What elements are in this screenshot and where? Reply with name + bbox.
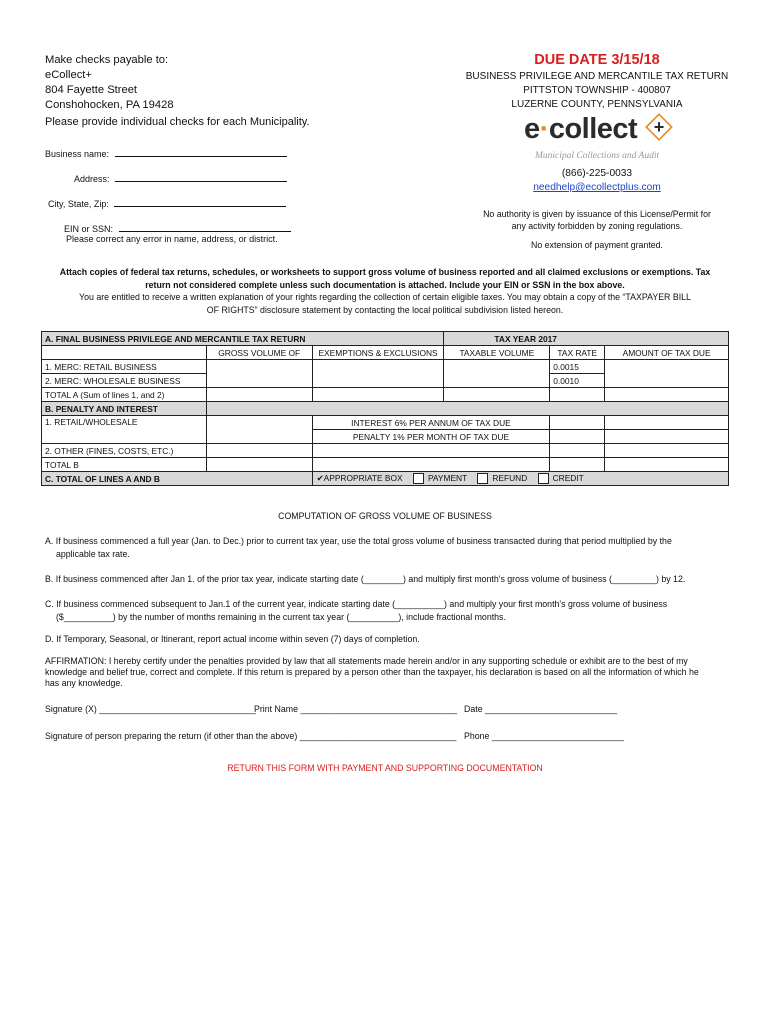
ein-ssn-label: EIN or SSN: [64,224,114,234]
tax-rate-header: TAX RATE [550,346,605,360]
credit-label: CREDIT [552,473,584,483]
payee-city: Conshohocken, PA 19428 [45,99,174,111]
penalty-gross-cell[interactable] [206,416,312,444]
date-field[interactable]: Date ___________________________ [464,704,618,714]
ein-ssn-field[interactable] [119,221,291,232]
print-name-field[interactable]: Print Name ________________________________ [254,704,457,714]
taxable-volume-header: TAXABLE VOLUME [444,346,550,360]
total-a-c2[interactable] [206,388,312,402]
computation-b: B. If business commenced after Jan 1. of the prior tax year, indicate starting date (________) and multiply first month's gross volume of business (_________) by 12. [45,574,686,584]
interest-amount[interactable] [605,416,729,430]
email-link[interactable]: needhelp@ecollectplus.com [533,182,661,193]
wholesale-tax-rate: 0.0010 [550,374,605,388]
section-a-title: A. FINAL BUSINESS PRIVILEGE AND MERCANTILE TAX RETURN [42,332,444,346]
tax-year: TAX YEAR 2017 [444,332,729,346]
total-a-c4[interactable] [444,388,550,402]
return-title-block [452,70,742,112]
computation-c-line-1: C. If business commenced subsequent to Jan.1 of the current year, indicate starting date (__________) and multiply your first month's gross volume of business [45,599,668,609]
affirmation-line-3: has any knowledge. [45,678,123,688]
wholesale-business-label: 2. MERC: WHOLESALE BUSINESS [42,374,207,388]
amount-due-input[interactable] [605,360,729,388]
exemptions-input[interactable] [312,360,444,388]
city-state-zip-field[interactable] [114,196,286,207]
other-c5[interactable] [550,444,605,458]
business-name-label: Business name: [45,149,110,159]
retail-wholesale-row [42,416,729,430]
computation-d: D. If Temporary, Seasonal, or Itinerant, report actual income within seven (7) days of completion. [45,634,420,644]
refund-checkbox[interactable] [477,473,488,484]
attach-line-1: Attach copies of federal tax returns, schedules, or worksheets to support gross volume of business reported and all claimed exclusions or exemptions. Tax [59,267,711,277]
other-fines-label: 2. OTHER (FINES, COSTS, ETC.) [42,444,207,458]
due-date: DUE DATE 3/15/18 [534,52,660,68]
correct-errors-note: Please correct any error in name, address, or district. [66,234,278,244]
computation-a [45,535,735,560]
computation-c [45,598,745,623]
county: LUZERNE COUNTY, PENNSYLVANIA [511,99,683,110]
signature-field[interactable]: Signature (X) ________________________________ [45,704,256,714]
column-header-row [42,346,729,360]
appropriate-box-label: APPROPRIATE BOX [323,473,403,483]
retail-business-label: 1. MERC: RETAIL BUSINESS [42,360,207,374]
payment-label: PAYMENT [427,473,468,483]
section-b-blank [206,402,728,416]
ein-ssn-row [64,221,291,234]
city-state-zip-row [48,196,286,209]
computation-title: COMPUTATION OF GROSS VOLUME OF BUSINESS [278,511,492,521]
total-b-c5[interactable] [550,458,605,472]
credit-checkbox[interactable] [538,473,549,484]
city-state-zip-label: City, State, Zip: [48,199,109,209]
business-name-row [45,146,287,159]
section-c-row [42,472,729,486]
business-name-field[interactable] [115,146,287,157]
penalty-label: PENALTY 1% PER MONTH OF TAX DUE [312,430,550,444]
computation-a-line-2: applicable tax rate. [56,548,130,559]
no-extension-notice: No extension of payment granted. [530,240,664,250]
ecollect-logo [524,113,637,146]
preparer-signature-field[interactable]: Signature of person preparing the return (if other than the above) ________________________________ [45,731,457,741]
logo-tagline: Municipal Collections and Audit [535,151,660,161]
email-wrap [452,181,742,195]
total-a-c5[interactable] [550,388,605,402]
total-a-label: TOTAL A (Sum of lines 1, and 2) [42,388,207,402]
total-a-c3[interactable] [312,388,444,402]
rights-line-2: OF RIGHTS” disclosure statement by contacting the local political subdivision listed hereon. [206,304,564,315]
exemptions-header: EXEMPTIONS & EXCLUSIONS [312,346,444,360]
phone-number: (866)-225-0033 [561,168,633,179]
section-b-title: B. PENALTY AND INTEREST [42,402,207,416]
return-instructions: RETURN THIS FORM WITH PAYMENT AND SUPPORTING DOCUMENTATION [227,763,543,773]
payee-name: eCollect+ [45,69,92,81]
phone-field[interactable]: Phone ___________________________ [464,731,624,741]
affirmation-line-1: AFFIRMATION: I hereby certify under the penalties provided by law that all statements made herein and/or in any supporting schedule or exhibit are to the best of my [45,656,688,666]
gross-volume-input[interactable] [206,360,312,388]
check-mark-icon: ✔ [316,473,324,483]
affirmation [45,656,735,689]
logo-plus: + [653,117,665,137]
total-b-amount[interactable] [605,458,729,472]
return-title: BUSINESS PRIVILEGE AND MERCANTILE TAX RETURN [465,71,729,82]
penalty-amount[interactable] [605,430,729,444]
authority-notice [452,208,742,232]
amount-due-header: AMOUNT OF TAX DUE [605,346,729,360]
other-fines-row [42,444,729,458]
rights-line-1: You are entitled to receive a written explanation of your rights regarding the collection of certain eligible taxes. You may obtain a copy of the “TAXPAYER BILL [79,292,691,302]
other-c3[interactable] [312,444,550,458]
logo-e: e [524,113,540,145]
section-a-header-row [42,332,729,346]
affirmation-line-2: knowledge and belief true, correct and complete. If this return is prepared by a person other than the taxpayer, his declaration is based on all the information of which he [45,667,699,677]
total-b-label: TOTAL B [42,458,207,472]
pay-to-heading: Make checks payable to: [45,54,169,66]
other-amount[interactable] [605,444,729,458]
logo-collect: collect [548,113,638,145]
retail-wholesale-label: 1. RETAIL/WHOLESALE [42,416,207,444]
total-b-row [42,458,729,472]
interest-rate-cell[interactable] [550,416,605,430]
total-b-c3[interactable] [312,458,550,472]
interest-label: INTEREST 6% PER ANNUM OF TAX DUE [312,416,550,430]
logo-dot: · [539,113,549,145]
other-c2[interactable] [206,444,312,458]
payee-street: 804 Fayette Street [45,84,138,96]
address-label: Address: [74,174,110,184]
attach-notice [30,266,740,316]
payment-checkbox[interactable] [413,473,424,484]
pay-to-block [45,53,174,113]
payment-type-options [312,472,728,486]
gross-volume-header: GROSS VOLUME OF [206,346,312,360]
taxable-volume-input[interactable] [444,360,550,388]
computation-a-line-1: A. If business commenced a full year (Jan. to Dec.) prior to current tax year, use the total gross volume of business transacted during that period multiplied by the [45,536,672,546]
computation-c-line-2: ($__________) by the number of months remaining in the current tax year (__________), include fractional months. [56,611,506,622]
section-b-header-row [42,402,729,416]
penalty-rate-cell[interactable] [550,430,605,444]
authority-line-1: No authority is given by issuance of this License/Permit for [483,209,711,219]
retail-tax-rate: 0.0015 [550,360,605,374]
tax-return-table [41,331,729,486]
total-a-row [42,388,729,402]
attach-line-2: return not considered complete unless such documentation is attached. Include your EIN or SSN in the box above. [145,279,625,290]
total-b-c2[interactable] [206,458,312,472]
township: PITTSTON TOWNSHIP - 400807 [523,85,671,96]
retail-business-row [42,360,729,374]
address-row [74,171,287,184]
total-a-amount[interactable] [605,388,729,402]
blank-header-cell [42,346,207,360]
address-field[interactable] [115,171,287,182]
refund-label: REFUND [492,473,528,483]
authority-line-2: any activity forbidden by zoning regulations. [511,221,683,231]
section-c-title: C. TOTAL OF LINES A AND B [42,472,313,486]
individual-checks-note: Please provide individual checks for each Municipality. [45,116,310,128]
